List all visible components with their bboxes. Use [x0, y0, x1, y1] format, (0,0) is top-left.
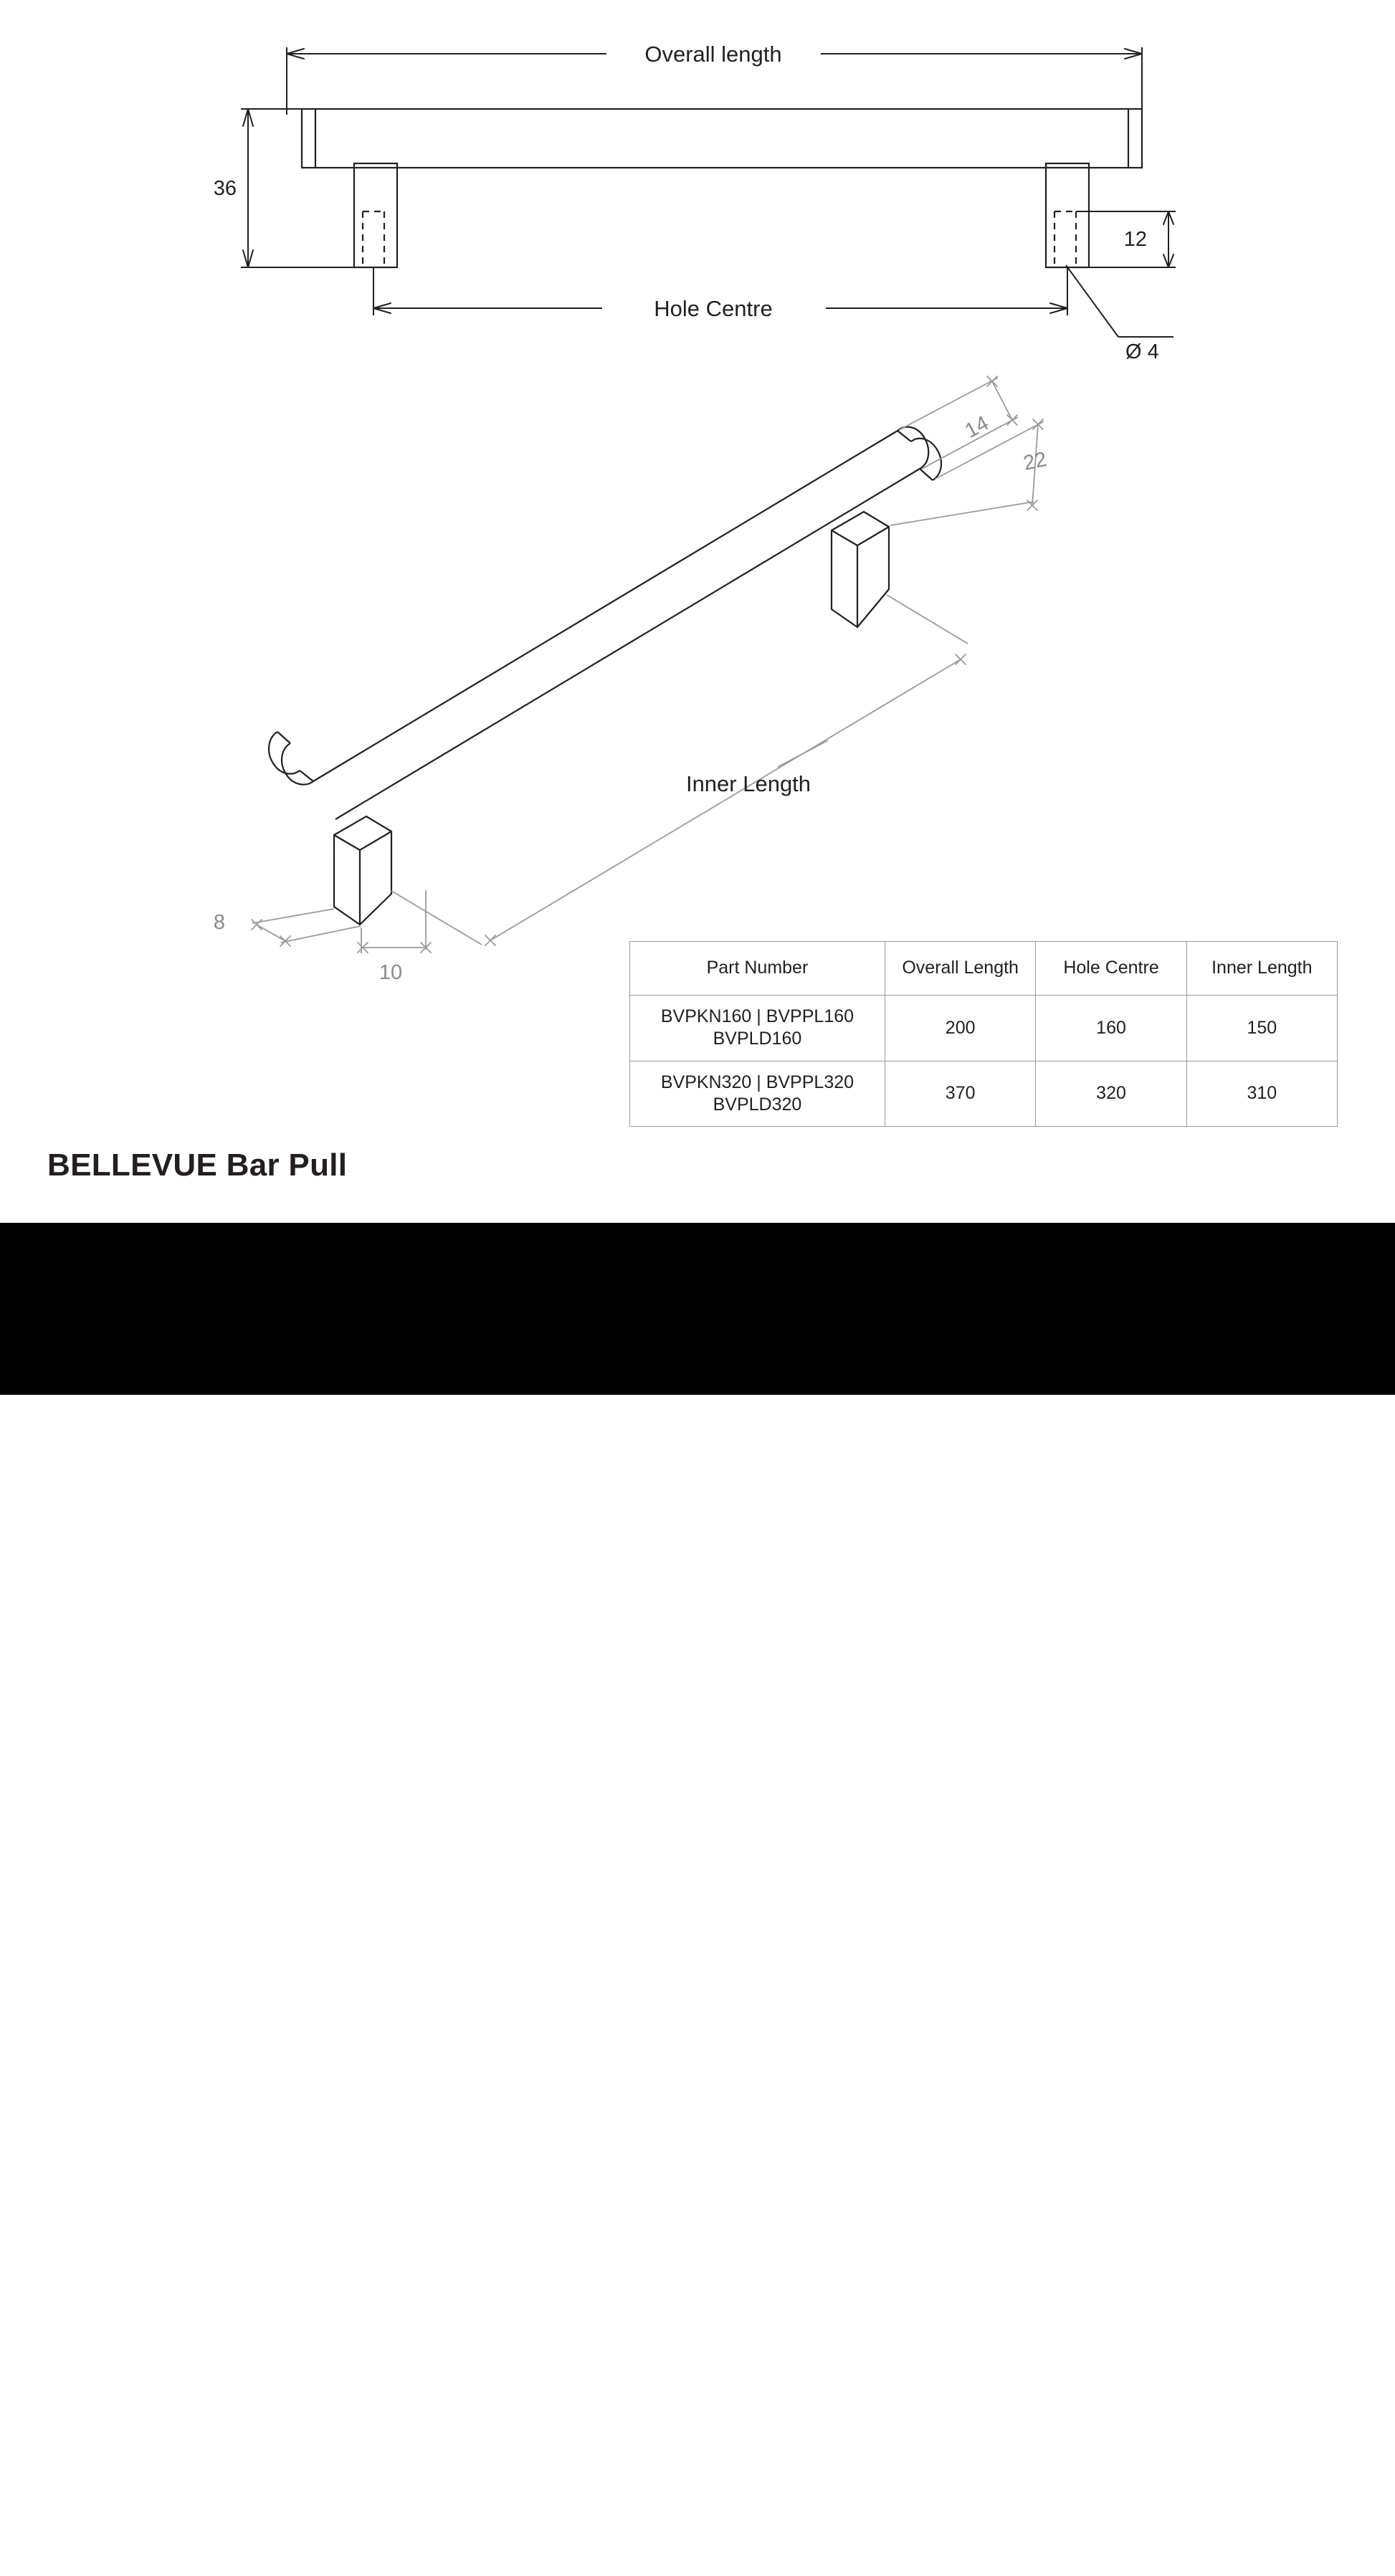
label-leg-width-8: 8 [213, 911, 226, 934]
cell-hole-centre: 320 [1036, 1061, 1186, 1127]
cell-part-number [630, 1061, 885, 1127]
label-overall-length: Overall length [644, 42, 782, 67]
footer-bar [0, 1223, 1395, 2576]
momo-logo [1162, 2494, 1339, 2576]
column-header-hole-centre: Hole Centre [1036, 942, 1186, 996]
column-header-overall-length: Overall Length [885, 942, 1036, 996]
specification-table [629, 941, 1338, 1127]
column-header-part-number: Part Number [630, 942, 885, 996]
label-hole-centre: Hole Centre [654, 296, 773, 321]
buildmat-logo [56, 2507, 374, 2561]
product-brand: BELLEVUE [47, 1148, 218, 1183]
momo-wordmark: MOMO [1162, 2494, 1339, 2554]
buildmat-mark-icon [56, 2507, 112, 2561]
cell-hole-centre: 160 [1036, 996, 1186, 1062]
part-number-line-2: BVPLD320 [713, 1094, 802, 1115]
label-inner-length: Inner Length [685, 771, 811, 796]
product-title [47, 1148, 347, 1183]
label-foot-12: 12 [1123, 228, 1147, 251]
product-model: Bar Pull [226, 1148, 348, 1183]
label-hole-diameter: Ø 4 [1125, 340, 1159, 363]
table-header-row [630, 942, 1338, 996]
label-leg-depth-10: 10 [378, 961, 403, 984]
part-number-line-1: BVPKN160 | BVPPL160 [660, 1006, 854, 1026]
column-header-inner-length: Inner Length [1186, 942, 1337, 996]
iso-view-geometry [269, 427, 941, 925]
momo-sub-wordmark: HANDLES [1216, 2554, 1339, 2576]
table-row [630, 996, 1338, 1062]
part-number-line-1: BVPKN320 | BVPPL320 [660, 1072, 854, 1092]
label-bar-diameter-14: 14 [961, 411, 993, 443]
cell-part-number [630, 996, 885, 1062]
cell-overall-length: 200 [885, 996, 1036, 1062]
cell-overall-length: 370 [885, 1061, 1036, 1127]
cell-inner-length: 150 [1186, 996, 1337, 1062]
label-height-36: 36 [213, 177, 237, 200]
leader-hole-diameter [1066, 265, 1173, 337]
table-row [630, 1061, 1338, 1127]
label-projection-22: 22 [1021, 447, 1049, 475]
cell-inner-length: 310 [1186, 1061, 1337, 1127]
part-number-line-2: BVPLD160 [713, 1029, 802, 1049]
front-view-geometry [302, 109, 1142, 267]
buildmat-wordmark: BUILDMAT [128, 2511, 375, 2557]
